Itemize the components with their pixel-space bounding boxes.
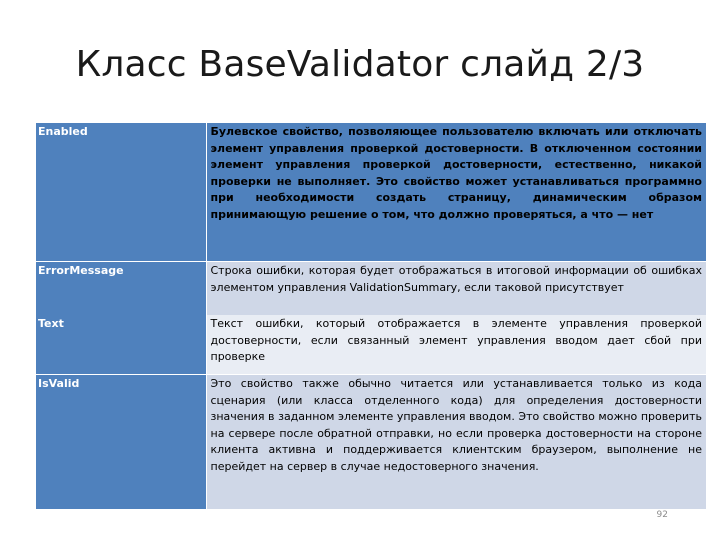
table-row	[36, 375, 706, 510]
table-row	[36, 315, 706, 375]
page-number: 92	[656, 510, 668, 520]
property-description: Текст ошибки, который отображается в элементе управления проверкой достоверности, если связанный элемент управления вводом дает сбой при проверке	[206, 315, 706, 375]
properties-table	[36, 123, 706, 509]
table-row	[36, 262, 706, 316]
property-name: Enabled	[36, 123, 206, 262]
table-row	[36, 123, 706, 262]
property-name: ErrorMessage	[36, 262, 206, 316]
property-description: Строка ошибки, которая будет отображаться в итоговой информации об ошибках элементом управления ValidationSummary, если таковой присутствует	[206, 262, 706, 316]
slide-title: Класс BaseValidator слайд 2/3	[75, 44, 645, 85]
property-description: Это свойство также обычно читается или устанавливается только из кода сценария (или класса отделенного кода) для определения достоверности значения в заданном элементе управления вводом. Это свойство можно проверить на сервере после обратной отправки, но если проверка достоверности на стороне клиента активна и поддерживается клиентским браузером, выполнение не перейдет на сервер в случае недостоверного значения.	[206, 375, 706, 510]
property-name: Text	[36, 315, 206, 375]
property-name: IsValid	[36, 375, 206, 510]
property-description: Булевское свойство, позволяющее пользователю включать или отключать элемент управления проверкой достоверности. В отключенном состоянии элемент управления проверкой достоверности, естественно, никакой проверки не выполняет. Это свойство может устанавливаться программно при необходимости создать страницу, динамическим образом принимающую решение о том, что должно проверяться, а что — нет	[206, 123, 706, 262]
